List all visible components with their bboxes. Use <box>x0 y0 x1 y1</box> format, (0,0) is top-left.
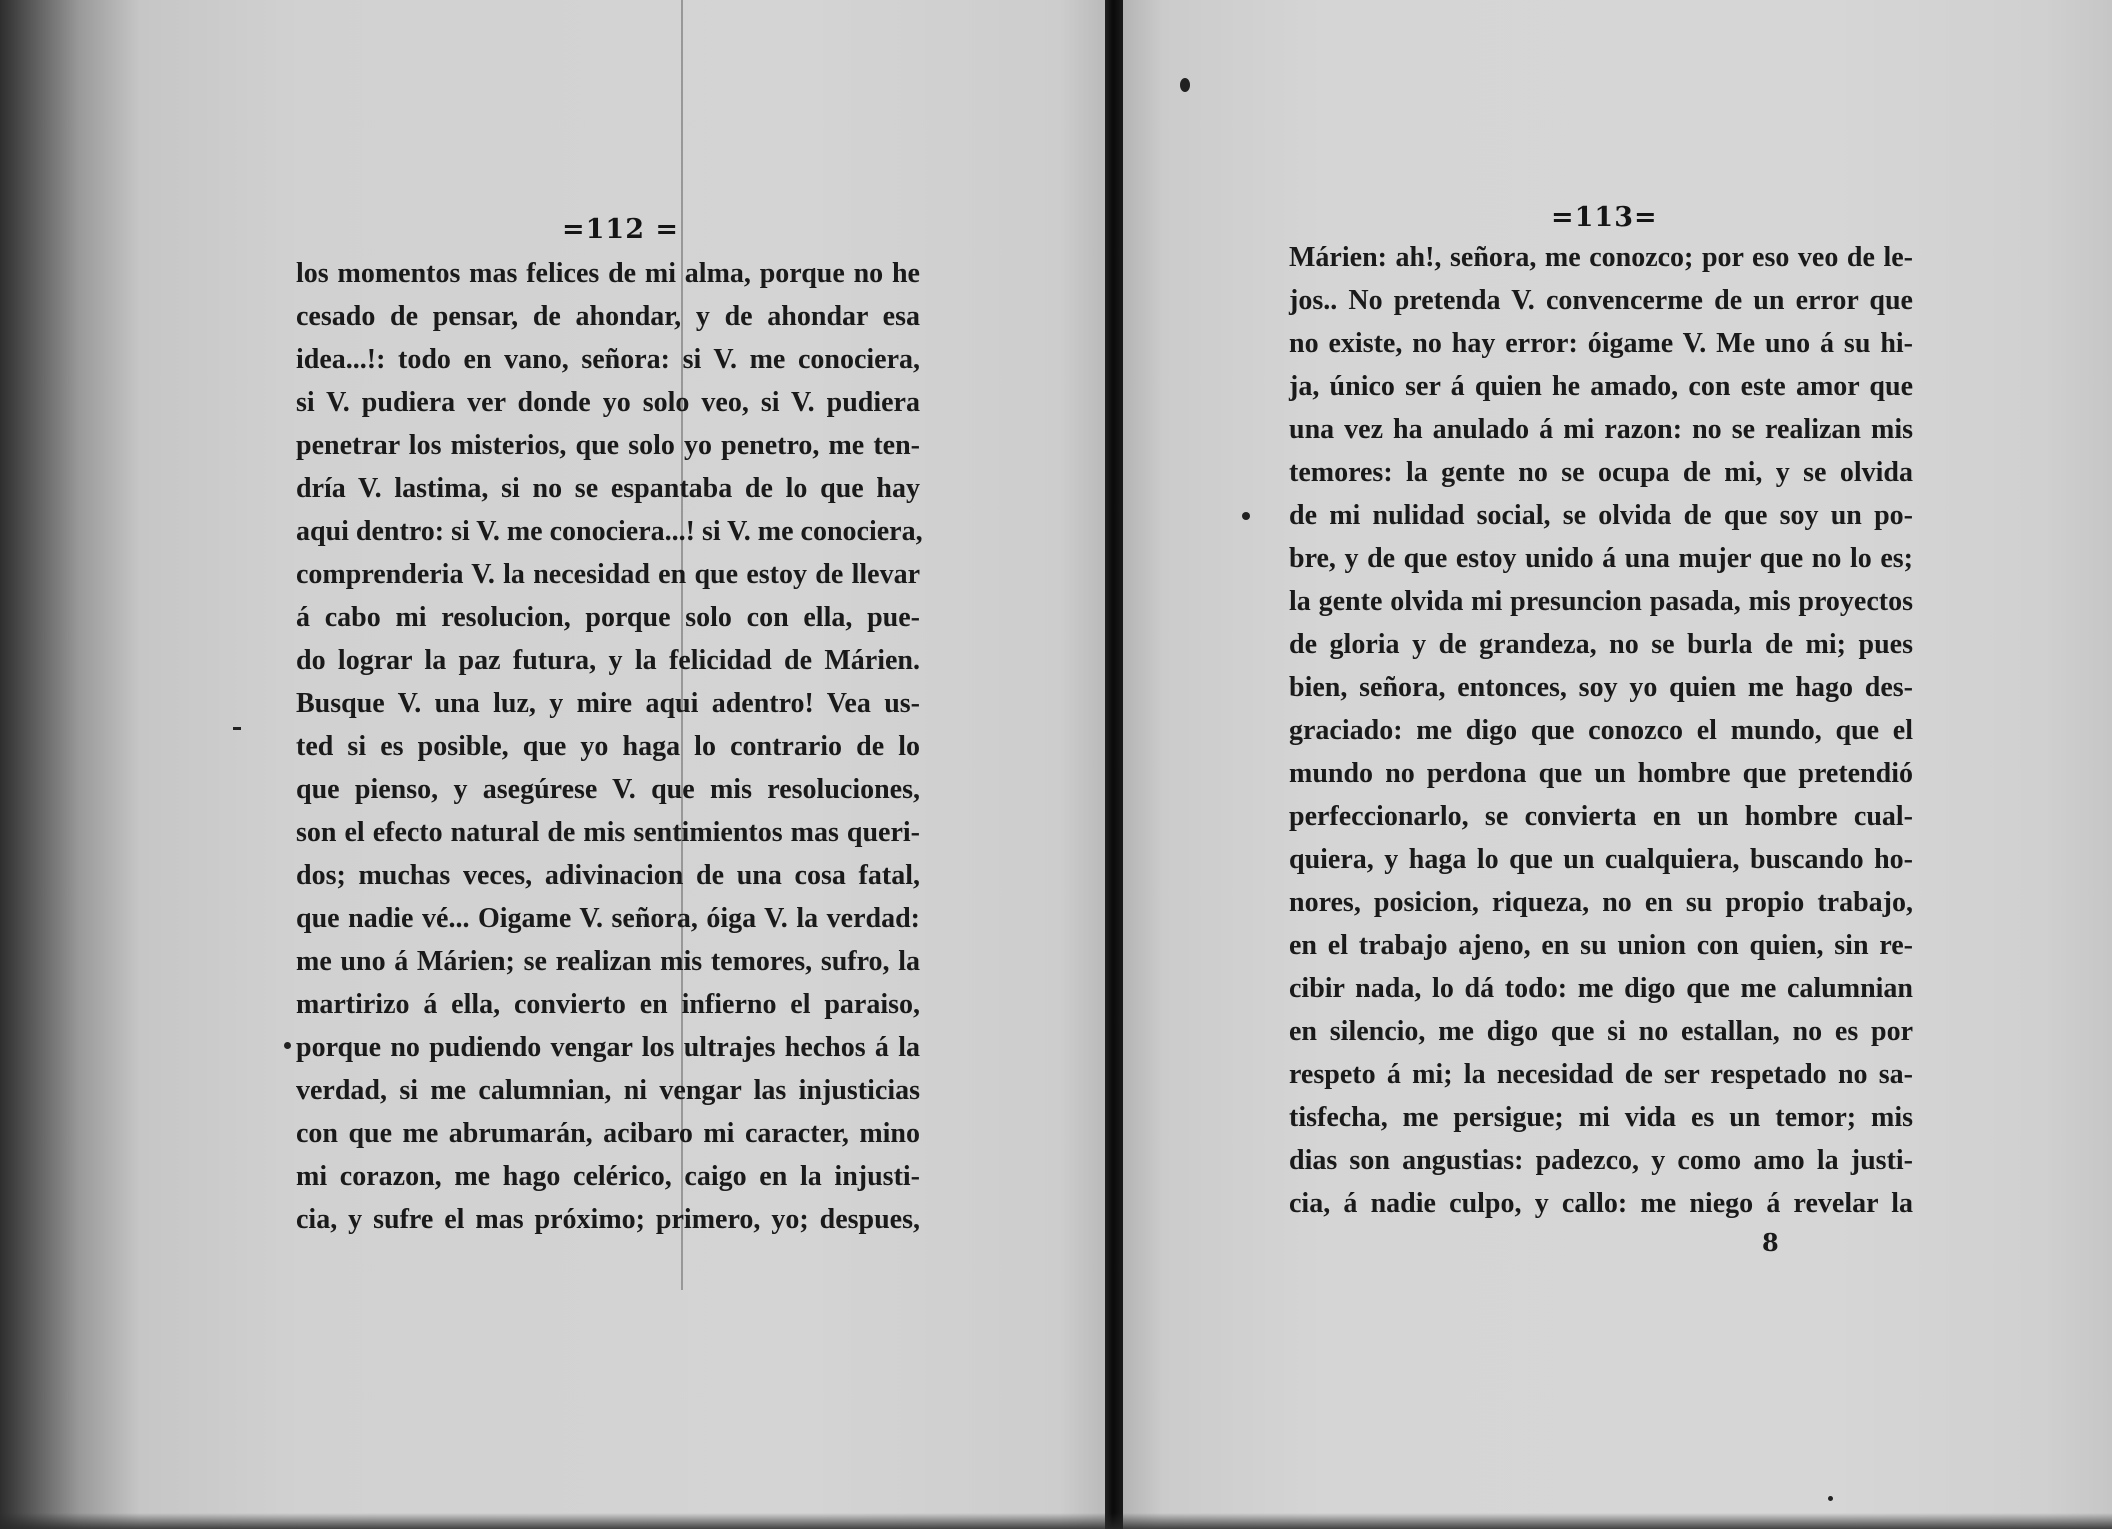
ink-speck <box>1828 1496 1833 1501</box>
text-line: la gente olvida mi presuncion pasada, mis proyectos <box>1289 586 1913 617</box>
text-line: verdad, si me calumnian, ni vengar las injusticias <box>296 1075 920 1106</box>
ink-speck <box>1242 512 1250 520</box>
text-line: cia, á nadie culpo, y callo: me niego á revelar la <box>1289 1188 1913 1219</box>
right-page-number: =113= <box>1551 202 1658 233</box>
text-line: penetrar los misterios, que solo yo penetro, me ten- <box>296 430 920 461</box>
text-line: martirizo á ella, convierto en infierno el paraiso, <box>296 989 920 1020</box>
text-line: en el trabajo ajeno, en su union con quien, sin re- <box>1289 930 1913 961</box>
text-line: jos.. No pretenda V. convencerme de un error que <box>1289 285 1913 316</box>
text-line: son el efecto natural de mis sentimientos mas queri- <box>296 817 920 848</box>
text-line: cia, y sufre el mas próximo; primero, yo; despues, <box>296 1204 920 1235</box>
text-line: una vez ha anulado á mi razon: no se realizan mis <box>1289 414 1913 445</box>
text-line: quiera, y haga lo que un cualquiera, buscando ho- <box>1289 844 1913 875</box>
text-line: los momentos mas felices de mi alma, porque no he <box>296 258 920 289</box>
scan-bottom-edge <box>0 1513 2112 1529</box>
text-line: que nadie vé... Oigame V. señora, óiga V. la verdad: <box>296 903 920 934</box>
text-line: en silencio, me digo que si no estallan, no es por <box>1289 1016 1913 1047</box>
text-line: con que me abrumarán, acibaro mi caracter, mino <box>296 1118 920 1149</box>
text-line: porque no pudiendo vengar los ultrajes hechos á la <box>296 1032 920 1063</box>
ink-speck <box>233 727 241 730</box>
right-page-text <box>1289 236 1913 1225</box>
text-line: bien, señora, entonces, soy yo quien me hago des- <box>1289 672 1913 703</box>
left-page-number: =112 = <box>562 214 680 245</box>
text-line: aqui dentro: si V. me conociera...! si V. me conociera, <box>296 516 923 547</box>
text-line: bre, y de que estoy unido á una mujer que no lo es; <box>1289 543 1913 574</box>
text-line: de gloria y de grandeza, no se burla de mi; pues <box>1289 629 1913 660</box>
text-line: á cabo mi resolucion, porque solo con ella, pue- <box>296 602 920 633</box>
text-line: dias son angustias: padezco, y como amo la justi- <box>1289 1145 1913 1176</box>
text-line: no existe, no hay error: óigame V. Me uno á su hi- <box>1289 328 1913 359</box>
text-line: ted si es posible, que yo haga lo contrario de lo <box>296 731 920 762</box>
text-line: nores, posicion, riqueza, no en su propio trabajo, <box>1289 887 1913 918</box>
text-line: que pienso, y asegúrese V. que mis resoluciones, <box>296 774 920 805</box>
text-line: dos; muchas veces, adivinacion de una cosa fatal, <box>296 860 920 891</box>
text-line: ja, único ser á quien he amado, con este amor que <box>1289 371 1913 402</box>
text-line: Busque V. una luz, y mire aqui adentro! Vea us- <box>296 688 920 719</box>
text-line: idea...!: todo en vano, señora: si V. me conociera, <box>296 344 920 375</box>
text-line: mundo no perdona que un hombre que pretendió <box>1289 758 1913 789</box>
text-line: respeto á mi; la necesidad de ser respetado no sa- <box>1289 1059 1913 1090</box>
text-line: Márien: ah!, señora, me conozco; por eso veo de le- <box>1289 242 1913 273</box>
text-line: tisfecha, me persigue; mi vida es un temor; mis <box>1289 1102 1913 1133</box>
printer-signature-mark: 8 <box>1762 1228 1779 1257</box>
text-line: do lograr la paz futura, y la felicidad de Márien. <box>296 645 920 676</box>
ink-speck <box>1180 78 1190 92</box>
text-line: cesado de pensar, de ahondar, y de ahondar esa <box>296 301 920 332</box>
text-line: de mi nulidad social, se olvida de que soy un po- <box>1289 500 1913 531</box>
text-line: mi corazon, me hago celérico, caigo en la injusti- <box>296 1161 920 1192</box>
ink-speck <box>284 1042 291 1049</box>
text-line: si V. pudiera ver donde yo solo veo, si V. pudiera <box>296 387 920 418</box>
text-line: temores: la gente no se ocupa de mi, y se olvida <box>1289 457 1913 488</box>
text-line: cibir nada, lo dá todo: me digo que me calumnian <box>1289 973 1913 1004</box>
text-line: perfeccionarlo, se convierta en un hombre cual- <box>1289 801 1913 832</box>
left-page-text <box>296 252 923 1241</box>
book-gutter <box>1105 0 1123 1529</box>
text-line: dría V. lastima, si no se espantaba de lo que hay <box>296 473 920 504</box>
text-line: graciado: me digo que conozco el mundo, que el <box>1289 715 1913 746</box>
text-line: me uno á Márien; se realizan mis temores, sufro, la <box>296 946 920 977</box>
text-line: comprenderia V. la necesidad en que estoy de llevar <box>296 559 920 590</box>
